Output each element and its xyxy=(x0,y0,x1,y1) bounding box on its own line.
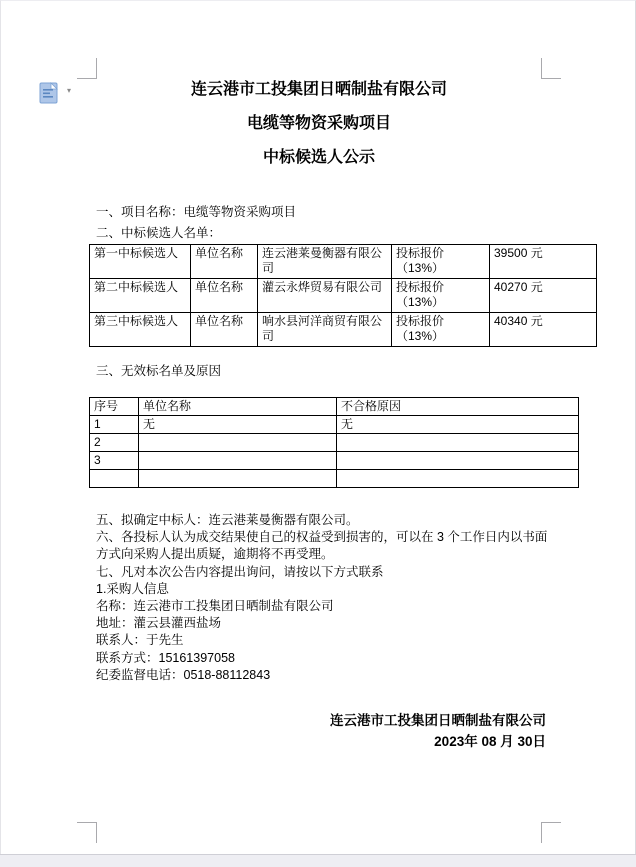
header-seq: 序号 xyxy=(90,398,139,416)
text-boundary-mark-bottom-left xyxy=(77,822,97,843)
table-row xyxy=(90,452,579,470)
header-unit-name: 单位名称 xyxy=(139,398,337,416)
body-paragraphs xyxy=(96,512,554,684)
unit-cell xyxy=(139,452,337,470)
unit-label-cell: 单位名称 xyxy=(191,313,258,347)
title-line-company: 连云港市工投集团日晒制盐有限公司 xyxy=(190,81,447,98)
purchaser-info-heading: 1.采购人信息 xyxy=(96,581,169,596)
seq-cell xyxy=(90,470,139,488)
price-label-cell: 投标报价（13%） xyxy=(392,245,490,279)
price-value-cell: 39500 元 xyxy=(490,245,597,279)
section-project-name: 一、项目名称：电缆等物资采购项目 xyxy=(96,205,297,219)
table-row xyxy=(90,245,597,279)
seq-cell: 2 xyxy=(90,434,139,452)
signature-block xyxy=(96,710,546,752)
invalid-bids-table xyxy=(89,397,579,488)
document-title-block xyxy=(1,73,636,175)
seq-cell: 1 xyxy=(90,416,139,434)
unit-label-cell: 单位名称 xyxy=(191,279,258,313)
table-row xyxy=(90,313,597,347)
reason-cell xyxy=(337,452,579,470)
section-inquiry: 七、凡对本次公告内容提出询问，请按以下方式联系 xyxy=(96,564,384,579)
reason-cell xyxy=(337,470,579,488)
purchaser-contact: 联系人：于先生 xyxy=(96,633,184,648)
unit-name-cell: 响水县河洋商贸有限公司 xyxy=(258,313,392,347)
table-row xyxy=(90,470,579,488)
chevron-down-icon[interactable]: ▾ xyxy=(67,86,72,95)
purchaser-phone: 联系方式：15161397058 xyxy=(96,650,235,665)
candidate-rank-cell: 第三中标候选人 xyxy=(90,313,191,347)
purchaser-address: 地址：灌云县灌西盐场 xyxy=(96,616,222,631)
unit-cell: 无 xyxy=(139,416,337,434)
table-row xyxy=(90,416,579,434)
reason-cell xyxy=(337,434,579,452)
supervision-phone: 纪委监督电话：0518-88112843 xyxy=(96,667,271,682)
section-invalid-bids-heading: 三、无效标名单及原因 xyxy=(96,364,222,378)
header-reason: 不合格原因 xyxy=(337,398,579,416)
unit-cell xyxy=(139,470,337,488)
unit-name-cell: 灌云永烨贸易有限公司 xyxy=(258,279,392,313)
unit-cell xyxy=(139,434,337,452)
title-line-project: 电缆等物资采购项目 xyxy=(246,115,391,132)
unit-label-cell: 单位名称 xyxy=(191,245,258,279)
signature-date: 2023年 08 月 30日 xyxy=(434,734,546,749)
title-line-announcement: 中标候选人公示 xyxy=(262,149,375,166)
signature-company: 连云港市工投集团日晒制盐有限公司 xyxy=(330,713,546,728)
price-value-cell: 40340 元 xyxy=(490,313,597,347)
section-awardee: 五、拟确定中标人：连云港莱曼衡器有限公司。 xyxy=(96,513,359,527)
text-boundary-mark-bottom-right xyxy=(541,822,561,843)
price-label-cell: 投标报价（13%） xyxy=(392,313,490,347)
price-value-cell: 40270 元 xyxy=(490,279,597,313)
seq-cell: 3 xyxy=(90,452,139,470)
page-bottom-edge xyxy=(0,854,636,867)
price-label-cell: 投标报价（13%） xyxy=(392,279,490,313)
table-row xyxy=(90,279,597,313)
table-header-row xyxy=(90,398,579,416)
table-row xyxy=(90,434,579,452)
section-candidates-heading: 二、中标候选人名单： xyxy=(96,226,222,240)
candidate-rank-cell: 第一中标候选人 xyxy=(90,245,191,279)
candidates-table xyxy=(89,244,597,347)
section-objection: 六、各投标人认为成交结果使自己的权益受到损害的，可以在 3 个工作日内以书面方式向采购人提出质疑，逾期将不再受理。 xyxy=(96,530,548,562)
reason-cell: 无 xyxy=(337,416,579,434)
purchaser-name: 名称：连云港市工投集团日晒制盐有限公司 xyxy=(96,599,334,614)
unit-name-cell: 连云港莱曼衡器有限公司 xyxy=(258,245,392,279)
candidate-rank-cell: 第二中标候选人 xyxy=(90,279,191,313)
